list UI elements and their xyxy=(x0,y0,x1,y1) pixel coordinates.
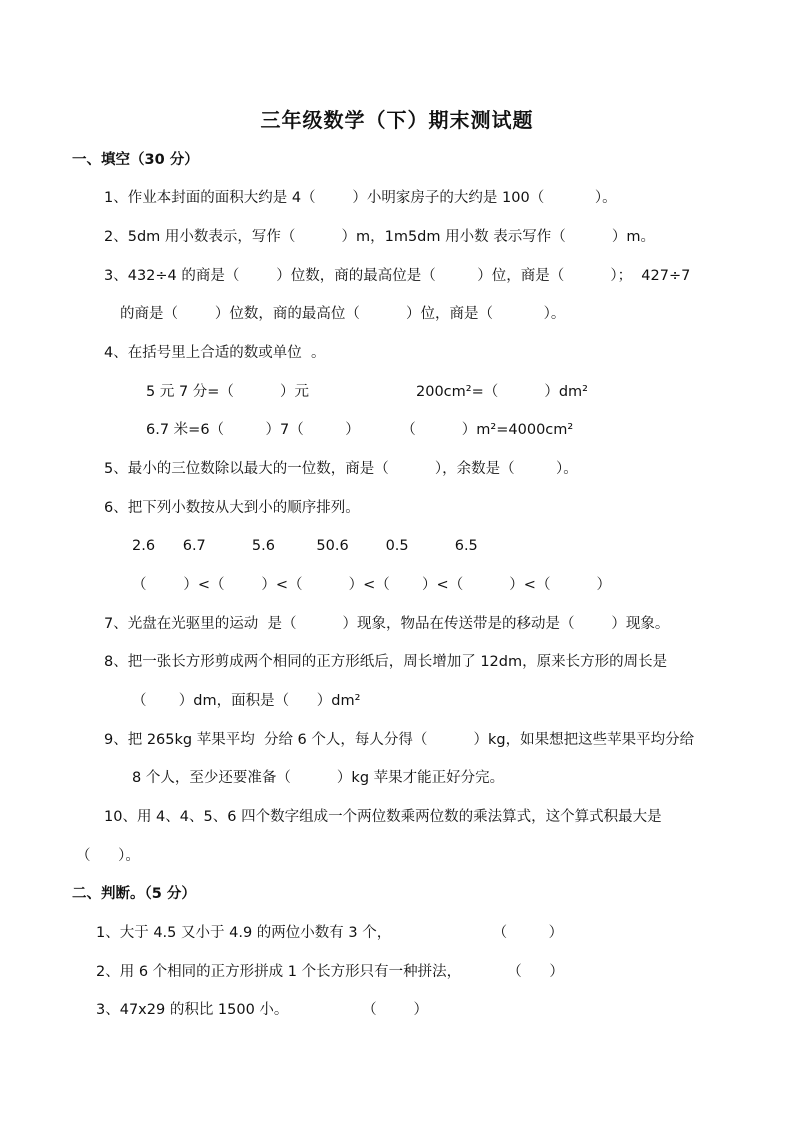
question-4: 4、在括号里上合适的数或单位 。 xyxy=(104,345,326,361)
section-heading-fill-blank: 一、填空（30 分） xyxy=(72,152,199,168)
question-9-line-1: 9、把 265kg 苹果平均 分给 6 个人，每人分得（ ）kg，如果想把这些苹果平均分给 xyxy=(104,732,695,748)
question-4-item-a: 5 元 7 分=（ ）元 xyxy=(146,384,310,400)
question-4-row-2: 6.7 米=6（ ）7（ ） （ ）m²=4000cm² xyxy=(146,422,574,438)
question-3-line-2: 的商是（ ）位数，商的最高位（ ）位，商是（ ）。 xyxy=(120,306,566,322)
question-6: 6、把下列小数按从大到小的顺序排列。 xyxy=(104,500,360,516)
judgement-1: 1、大于 4.5 又小于 4.9 的两位小数有 3 个， （ ） xyxy=(96,925,564,941)
question-6-blanks: （ ）<（ ）<（ ）<（ ）<（ ）<（ ） xyxy=(132,577,612,593)
question-9-line-2: 8 个人，至少还要准备（ ）kg 苹果才能正好分完。 xyxy=(132,770,505,786)
question-1: 1、作业本封面的面积大约是 4（ ）小明家房子的大约是 100（ ）。 xyxy=(104,190,617,206)
question-8-line-1: 8、把一张长方形剪成两个相同的正方形纸后，周长增加了 12dm，原来长方形的周长是 xyxy=(104,654,668,670)
question-5: 5、最小的三位数除以最大的一位数，商是（ ），余数是（ ）。 xyxy=(104,461,578,477)
question-4-item-b: 200cm²=（ ）dm² xyxy=(416,384,588,400)
question-10-line-1: 10、用 4、4、5、6 四个数字组成一个两位数乘两位数的乘法算式，这个算式积最大是 xyxy=(104,809,662,825)
page-title: 三年级数学（下）期末测试题 xyxy=(260,108,534,132)
judgement-2: 2、用 6 个相同的正方形拼成 1 个长方形只有一种拼法， （ ） xyxy=(96,964,564,980)
question-6-numbers: 2.6 6.7 5.6 50.6 0.5 6.5 xyxy=(132,538,478,554)
question-2: 2、5dm 用小数表示，写作（ ）m，1m5dm 用小数 表示写作（ ）m。 xyxy=(104,229,655,245)
question-7: 7、光盘在光驱里的运动 是（ ）现象，物品在传送带是的移动是（ ）现象。 xyxy=(104,616,670,632)
question-8-line-2: （ ）dm，面积是（ ）dm² xyxy=(132,693,361,709)
question-3-line-1: 3、432÷4 的商是（ ）位数，商的最高位是（ ）位，商是（ ）； 427÷7 xyxy=(104,268,691,284)
question-10-line-2: （ ）。 xyxy=(76,848,140,864)
judgement-3: 3、47x29 的积比 1500 小。 （ ） xyxy=(96,1002,429,1018)
section-heading-judgement: 二、判断。（5 分） xyxy=(72,886,196,902)
